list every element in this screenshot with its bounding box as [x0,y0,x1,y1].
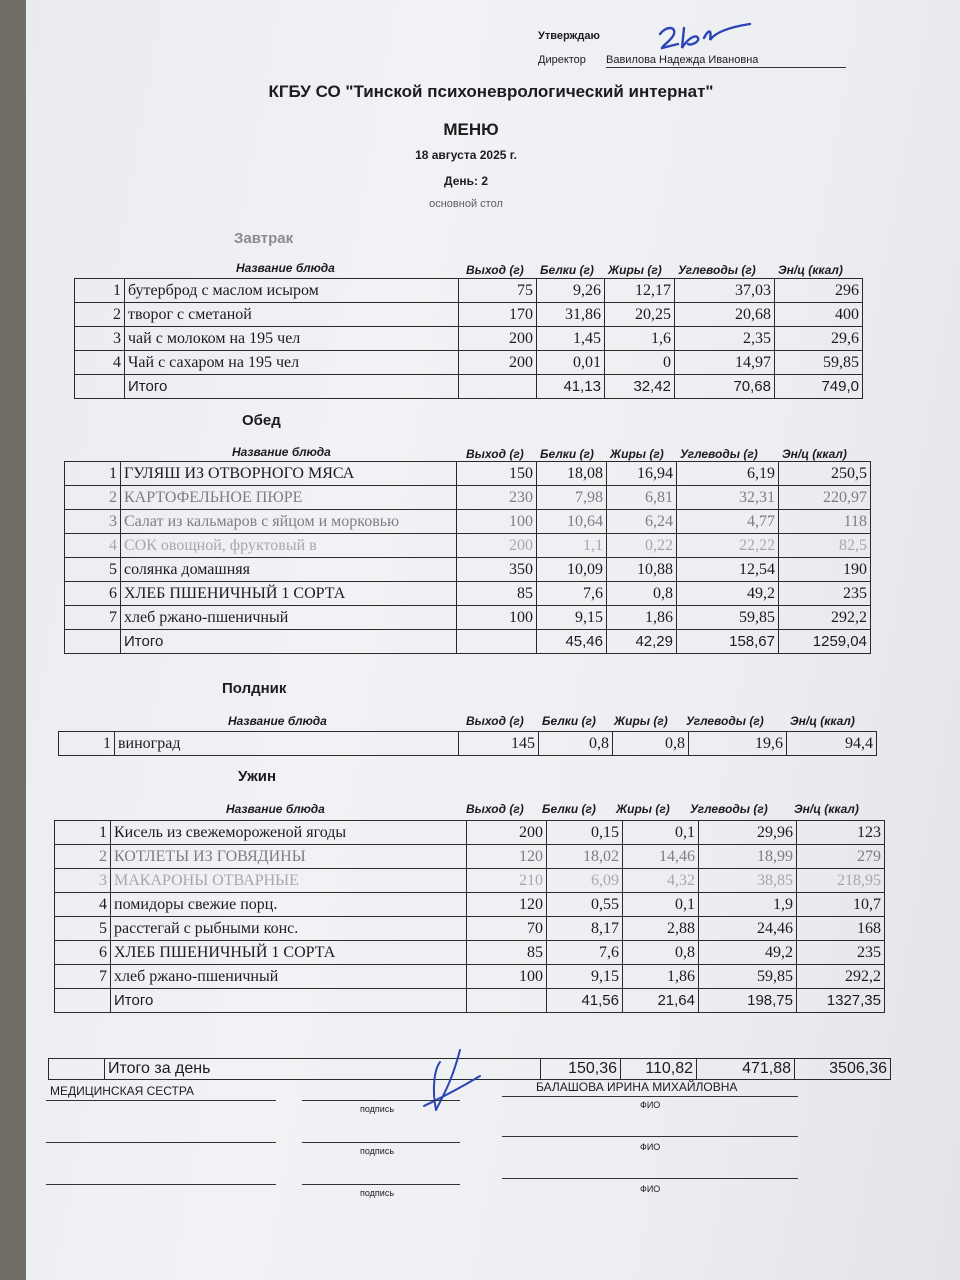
table-row: 1 Кисель из свежемороженой ягоды 200 0,15 0,1 29,96 123 [55,821,885,845]
menu-day: День: 2 [444,174,488,188]
menu-sheet [26,0,960,1280]
signature-line [502,1096,798,1097]
col-header-protein: Белки (г) [542,802,596,816]
table-row: 4 Чай с сахаром на 195 чел 200 0,01 0 14,97 59,85 [75,351,863,375]
dish-name: бутерброд с маслом исыром [125,279,459,303]
total-label: Итого [121,630,457,654]
signature-line [502,1136,798,1137]
col-header-carbs: Углеводы (г) [686,714,764,728]
dish-name: Салат из кальмаров с яйцом и морковью [121,510,457,534]
section-title-dinner: Ужин [238,768,277,785]
nurse-label: МЕДИЦИНСКАЯ СЕСТРА [50,1084,195,1098]
col-header-fat: Жиры (г) [614,714,668,728]
menu-date: 18 августа 2025 г. [415,148,517,162]
breakfast-table [74,278,863,399]
total-label: Итого [125,375,459,399]
col-header-output: Выход (г) [466,714,524,728]
dish-name: ХЛЕБ ПШЕНИЧНЫЙ 1 СОРТА [121,582,457,606]
dish-name: виноград [115,732,459,756]
lunch-table [64,461,871,654]
dish-name: СОК овощной, фруктовый в [121,534,457,558]
col-header-protein: Белки (г) [542,714,596,728]
signature-line [302,1142,460,1143]
signature-line [302,1100,460,1101]
table-row: 5 расстегай с рыбными конс. 70 8,17 2,88 24,46 168 [55,917,885,941]
col-header-output: Выход (г) [466,447,524,461]
dish-name: хлеб ржано-пшеничный [111,965,467,989]
director-signature-icon [654,20,774,56]
dish-name: творог с сметаной [125,303,459,327]
table-row: 3 МАКАРОНЫ ОТВАРНЫЕ 210 6,09 4,32 38,85 218,95 [55,869,885,893]
section-title-snack: Полдник [222,680,287,697]
dish-name: хлеб ржано-пшеничный [121,606,457,630]
signature-line [502,1178,798,1179]
sign-caption: подпись [360,1104,395,1114]
col-header-energy: Эн/ц (ккал) [782,447,847,461]
director-name: Вавилова Надежда Ивановна [606,54,846,68]
table-row: 2 КОТЛЕТЫ ИЗ ГОВЯДИНЫ 120 18,02 14,46 18,99 279 [55,845,885,869]
table-row: 4 СОК овощной, фруктовый в 200 1,1 0,22 22,22 82,5 [65,534,871,558]
col-header-energy: Эн/ц (ккал) [790,714,855,728]
col-header-carbs: Углеводы (г) [690,802,768,816]
fio-caption: ФИО [640,1184,661,1194]
col-header-name: Название блюда [228,714,327,728]
sign-caption: подпись [360,1188,395,1198]
table-type: основной стол [429,198,503,210]
col-header-output: Выход (г) [466,263,524,277]
total-label: Итого [111,989,467,1013]
organization-name: КГБУ СО "Тинской психоневрологический интернат" [268,82,714,101]
total-row: Итого 41,13 32,42 70,68 749,0 [75,375,863,399]
col-header-fat: Жиры (г) [608,263,662,277]
total-row: Итого 41,56 21,64 198,75 1327,35 [55,989,885,1013]
col-header-energy: Эн/ц (ккал) [778,263,843,277]
total-row: Итого 45,46 42,29 158,67 1259,04 [65,630,871,654]
table-row: 5 солянка домашняя 350 10,09 10,88 12,54 190 [65,558,871,582]
sign-caption: подпись [360,1146,395,1156]
nurse-name: БАЛАШОВА ИРИНА МИХАЙЛОВНА [536,1080,738,1094]
dish-name: чай с молоком на 195 чел [125,327,459,351]
dinner-table [54,820,885,1013]
section-title-lunch: Обед [242,412,281,429]
snack-table [58,731,877,756]
signature-line [46,1100,276,1101]
dish-name: МАКАРОНЫ ОТВАРНЫЕ [111,869,467,893]
col-header-fat: Жиры (г) [616,802,670,816]
dish-name: расстегай с рыбными конс. [111,917,467,941]
col-header-output: Выход (г) [466,802,524,816]
day-total-row: Итого за день 150,36 110,82 471,88 3506,36 [49,1059,891,1080]
dish-name: Кисель из свежемороженой ягоды [111,821,467,845]
approve-label: Утверждаю [538,30,600,42]
col-header-fat: Жиры (г) [610,447,664,461]
section-title-breakfast: Завтрак [234,230,294,247]
col-header-name: Название блюда [232,445,331,459]
dish-name: солянка домашняя [121,558,457,582]
col-header-carbs: Углеводы (г) [680,447,758,461]
table-row: 3 Салат из кальмаров с яйцом и морковью 100 10,64 6,24 4,77 118 [65,510,871,534]
dish-name: Чай с сахаром на 195 чел [125,351,459,375]
fio-caption: ФИО [640,1100,661,1110]
dish-name: помидоры свежие порц. [111,893,467,917]
signature-line [46,1142,276,1143]
table-row: 6 ХЛЕБ ПШЕНИЧНЫЙ 1 СОРТА 85 7,6 0,8 49,2 235 [55,941,885,965]
col-header-protein: Белки (г) [540,447,594,461]
col-header-carbs: Углеводы (г) [678,263,756,277]
dish-name: ГУЛЯШ ИЗ ОТВОРНОГО МЯСА [121,462,457,486]
table-row: 2 творог с сметаной 170 31,86 20,25 20,68 400 [75,303,863,327]
table-row: 3 чай с молоком на 195 чел 200 1,45 1,6 2,35 29,6 [75,327,863,351]
table-row: 7 хлеб ржано-пшеничный 100 9,15 1,86 59,85 292,2 [65,606,871,630]
col-header-protein: Белки (г) [540,263,594,277]
col-header-name: Название блюда [226,802,325,816]
signature-line [302,1184,460,1185]
fio-caption: ФИО [640,1142,661,1152]
table-row: 1 виноград 145 0,8 0,8 19,6 94,4 [59,732,877,756]
col-header-energy: Эн/ц (ккал) [794,802,859,816]
table-row: 2 КАРТОФЕЛЬНОЕ ПЮРЕ 230 7,98 6,81 32,31 220,97 [65,486,871,510]
table-row: 4 помидоры свежие порц. 120 0,55 0,1 1,9 10,7 [55,893,885,917]
table-row: 1 бутерброд с маслом исыром 75 9,26 12,17 37,03 296 [75,279,863,303]
nurse-signature-icon [406,1040,486,1116]
dish-name: КАРТОФЕЛЬНОЕ ПЮРЕ [121,486,457,510]
dish-name: ХЛЕБ ПШЕНИЧНЫЙ 1 СОРТА [111,941,467,965]
dish-name: КОТЛЕТЫ ИЗ ГОВЯДИНЫ [111,845,467,869]
table-row: 7 хлеб ржано-пшеничный 100 9,15 1,86 59,85 292,2 [55,965,885,989]
table-row: 6 ХЛЕБ ПШЕНИЧНЫЙ 1 СОРТА 85 7,6 0,8 49,2 235 [65,582,871,606]
signature-line [46,1184,276,1185]
page-title: МЕНЮ [443,120,499,139]
director-label: Директор [538,54,586,66]
day-total-label: Итого за день [105,1059,541,1080]
col-header-name: Название блюда [236,261,335,275]
table-row: 1 ГУЛЯШ ИЗ ОТВОРНОГО МЯСА 150 18,08 16,94 6,19 250,5 [65,462,871,486]
